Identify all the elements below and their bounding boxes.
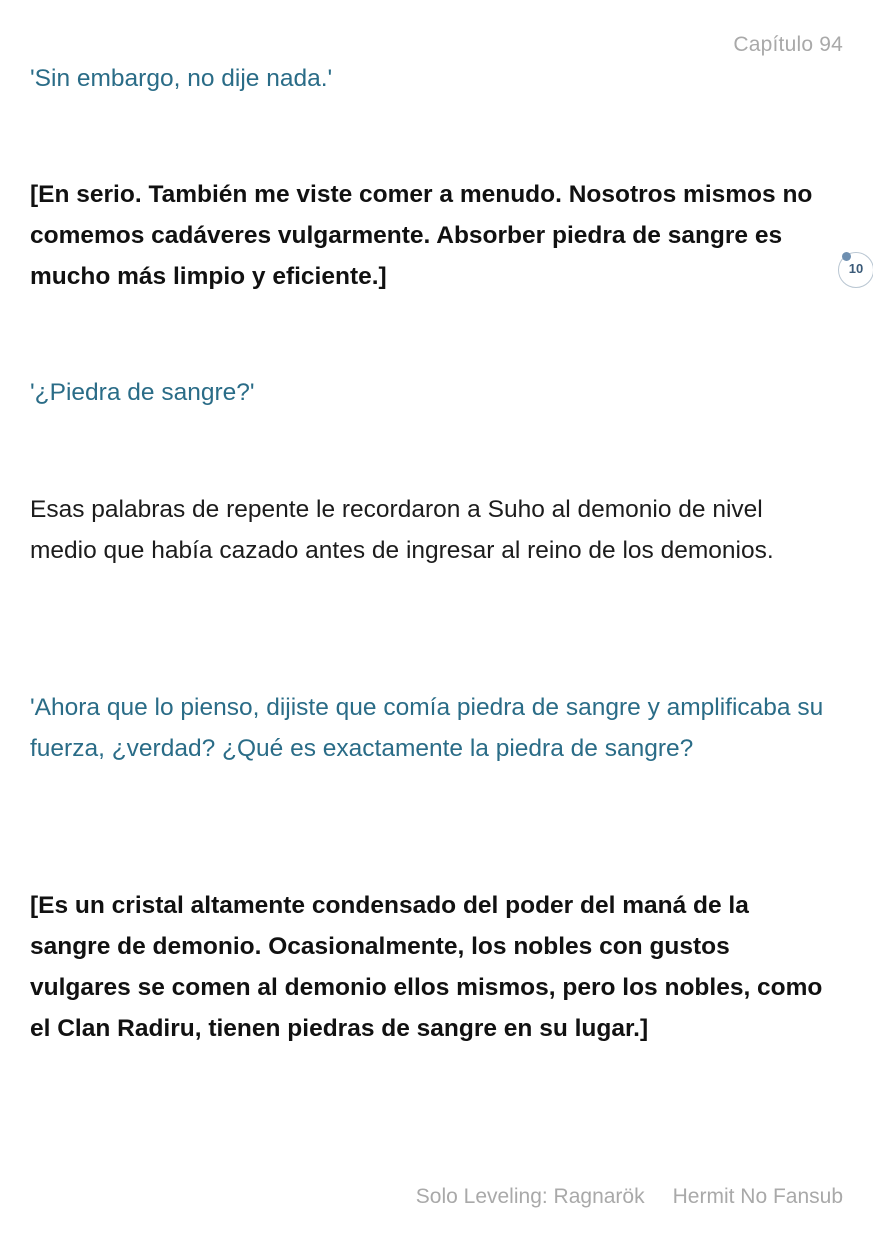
translator-group: Hermit No Fansub xyxy=(672,1185,843,1208)
paragraph-speech: [Es un cristal altamente condensado del poder del maná de la sangre de demonio. Ocasionalmente, los nobles con gustos vulgares se comen al demonio ellos mismos, pero los nobles, como el Clan Radiru, tienen piedras de sangre en su lugar.] xyxy=(30,892,823,1042)
paragraph-speech: [En serio. También me viste comer a menudo. Nosotros mismos no comemos cadáveres vulgarmente. Absorber piedra de sangre es mucho más limpio y eficiente.] xyxy=(30,181,813,290)
footer xyxy=(416,1185,843,1209)
paragraph-thought: 'Ahora que lo pienso, dijiste que comía piedra de sangre y amplificaba su fuerza, ¿verdad? ¿Qué es exactamente la piedra de sangre? xyxy=(30,694,824,762)
paragraph-thought: 'Sin embargo, no dije nada.' xyxy=(30,65,333,92)
page-number: 10 xyxy=(848,261,864,276)
paragraph-thought: '¿Piedra de sangre?' xyxy=(30,379,255,406)
paragraph-narration: Esas palabras de repente le recordaron a Suho al demonio de nivel medio que había cazado antes de ingresar al reino de los demonios. xyxy=(30,496,774,564)
bookmark-dot-icon xyxy=(842,252,851,261)
chapter-label: Capítulo 94 xyxy=(733,33,843,56)
page-number-badge[interactable] xyxy=(838,252,873,288)
series-title: Solo Leveling: Ragnarök xyxy=(415,1185,645,1208)
